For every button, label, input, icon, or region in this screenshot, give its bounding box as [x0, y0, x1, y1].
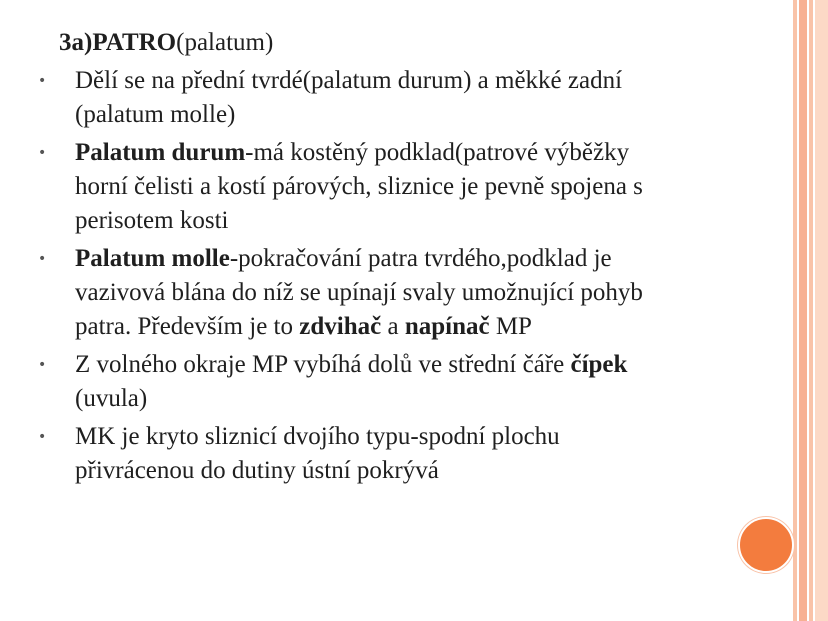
- bullet-icon: •: [38, 429, 47, 445]
- text-segment: -má kostěný podklad(patrové výběžky: [245, 139, 630, 166]
- text-segment: přivrácenou do dutiny ústní pokrývá: [75, 457, 439, 484]
- bold-term: zdvihač: [299, 313, 382, 340]
- text-line: [75, 454, 790, 488]
- bullet-list: [0, 64, 790, 492]
- text-segment: horní čelisti a kostí párových, sliznice je pevně spojena s: [75, 173, 643, 200]
- decorative-stripe: [809, 0, 813, 621]
- text-line: [75, 170, 790, 204]
- list-item: [0, 420, 790, 488]
- list-item: [0, 64, 790, 132]
- text-line: [75, 64, 790, 98]
- bold-term: napínač: [404, 313, 490, 340]
- text-line: [75, 204, 790, 238]
- text-segment: vazivová blána do níž se upínají svaly umožnující pohyb: [75, 279, 643, 306]
- text-line: [75, 420, 790, 454]
- text-line: [75, 242, 790, 276]
- bullet-icon: •: [38, 145, 47, 161]
- text-line: [75, 136, 790, 170]
- bold-term: čípek: [570, 351, 628, 378]
- list-item: [0, 136, 790, 238]
- text-segment: perisotem kosti: [75, 207, 229, 234]
- bold-term: Palatum durum: [75, 139, 246, 166]
- text-segment: MK je kryto sliznicí dvojího typu-spodní plochu: [75, 423, 560, 450]
- decorative-stripe: [793, 0, 797, 621]
- text-line: [75, 98, 790, 132]
- decorative-circle: [738, 517, 794, 573]
- list-item: [0, 348, 790, 416]
- title-rest: (palatum): [176, 29, 274, 56]
- text-segment: Dělí se na přední tvrdé(palatum durum) a měkké zadní: [75, 67, 623, 94]
- bullet-icon: •: [38, 357, 47, 373]
- text-segment: (palatum molle): [75, 101, 236, 128]
- slide-title: [59, 27, 273, 59]
- decorative-stripe: [815, 0, 828, 621]
- text-segment: Z volného okraje MP vybíhá dolů ve střední čáře: [75, 351, 571, 378]
- list-item: [0, 242, 790, 344]
- text-line: [75, 348, 790, 382]
- text-line: [75, 276, 790, 310]
- text-line: [75, 310, 790, 344]
- text-segment: MP: [489, 313, 532, 340]
- decorative-stripe: [799, 0, 807, 621]
- text-segment: (uvula): [75, 385, 148, 412]
- text-segment: a: [381, 313, 405, 340]
- text-line: [75, 382, 790, 416]
- title-bold: 3a)PATRO: [59, 29, 177, 56]
- bold-term: Palatum molle: [75, 245, 230, 272]
- text-segment: -pokračování patra tvrdého,podklad je: [229, 245, 612, 272]
- bullet-icon: •: [38, 251, 47, 267]
- bullet-icon: •: [38, 73, 47, 89]
- text-segment: patra. Především je to: [75, 313, 300, 340]
